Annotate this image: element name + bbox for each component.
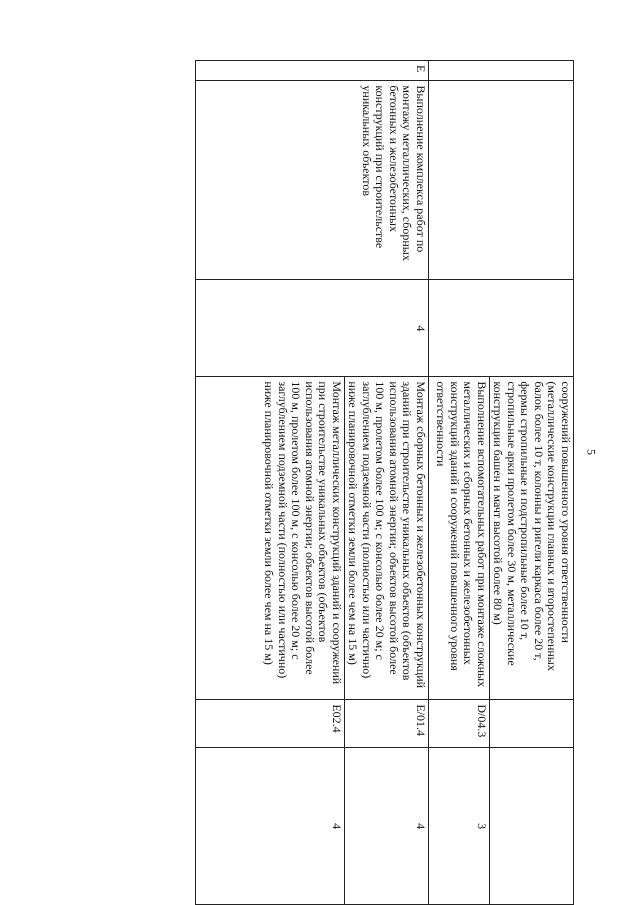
table-row-continuation bbox=[429, 61, 574, 905]
sub-function-name: Выполнение вспомогательных работ при монтаже сложных металлических и сборных бетонных и железобетонных конструкций зданий и сооружений повышенного уровня ответственности bbox=[434, 381, 489, 688]
sub-function-name: Монтаж сборных бетонных и железобетонных конструкций зданий при строительстве уникальных объектов (объектов использования атомной энергии; объектов высотой более 100 м, пролетом более 100 м; с консолью более 20 м; с заглублением подземной части (полностью или частично) ниже планировочной отметки земли более чем на 15 м) bbox=[346, 381, 428, 689]
empty-cell bbox=[490, 700, 573, 748]
sub-item-e014 bbox=[344, 377, 428, 904]
empty-cell bbox=[490, 748, 573, 904]
sub-function-code: E/01.4 bbox=[345, 700, 428, 748]
page-number: 5 bbox=[584, 449, 599, 455]
sub-function-name: Монтаж металлических конструкций зданий и сооружений при строительстве уникальных объектов (объектов использования атомной энергии; объектов высотой более 100 м, пролетом более 100 м, с консолью более 20 м; с заглублением подземной части (полностью или частично) ниже планировочной отметки земли более чем на 15 м) bbox=[262, 381, 344, 685]
continuation-subtable bbox=[429, 377, 574, 905]
sub-item-d0403 bbox=[429, 377, 489, 904]
functions-table-sheet bbox=[196, 60, 574, 905]
empty-cell bbox=[429, 81, 574, 280]
sub-item-continuation bbox=[489, 377, 573, 904]
sub-item-e024 bbox=[196, 377, 344, 904]
sub-function-code: E02.4 bbox=[196, 700, 344, 748]
table-row-e bbox=[196, 61, 429, 905]
generalized-function-code: E bbox=[196, 61, 429, 81]
sub-function-level: 4 bbox=[414, 823, 428, 830]
continuation-text: сооружений повышенного уровня ответственности (металлические конструкции главных и второстепенных балок более 10 т, колонны и ригели каркаса более 20 т, фермы стропильные и подстропильные более 10 т, стропильные арки пролетом более 30 м, металлические конструкции башен и мачт высотой более 80 м) bbox=[491, 381, 573, 671]
sub-function-code: D/04.3 bbox=[429, 700, 489, 748]
empty-cell bbox=[429, 61, 574, 81]
sub-function-level: 4 bbox=[330, 823, 344, 830]
labor-functions-subtable bbox=[196, 377, 429, 905]
labor-functions-table bbox=[195, 60, 574, 905]
qualification-level: 4 bbox=[196, 280, 429, 377]
sub-function-level: 3 bbox=[475, 823, 489, 830]
generalized-function-name: Выполнение комплекса работ по монтажу металлических, сборных бетонных и железобетонных конструкций при строительстве уникальных объектов bbox=[196, 81, 429, 280]
empty-cell bbox=[429, 280, 574, 377]
